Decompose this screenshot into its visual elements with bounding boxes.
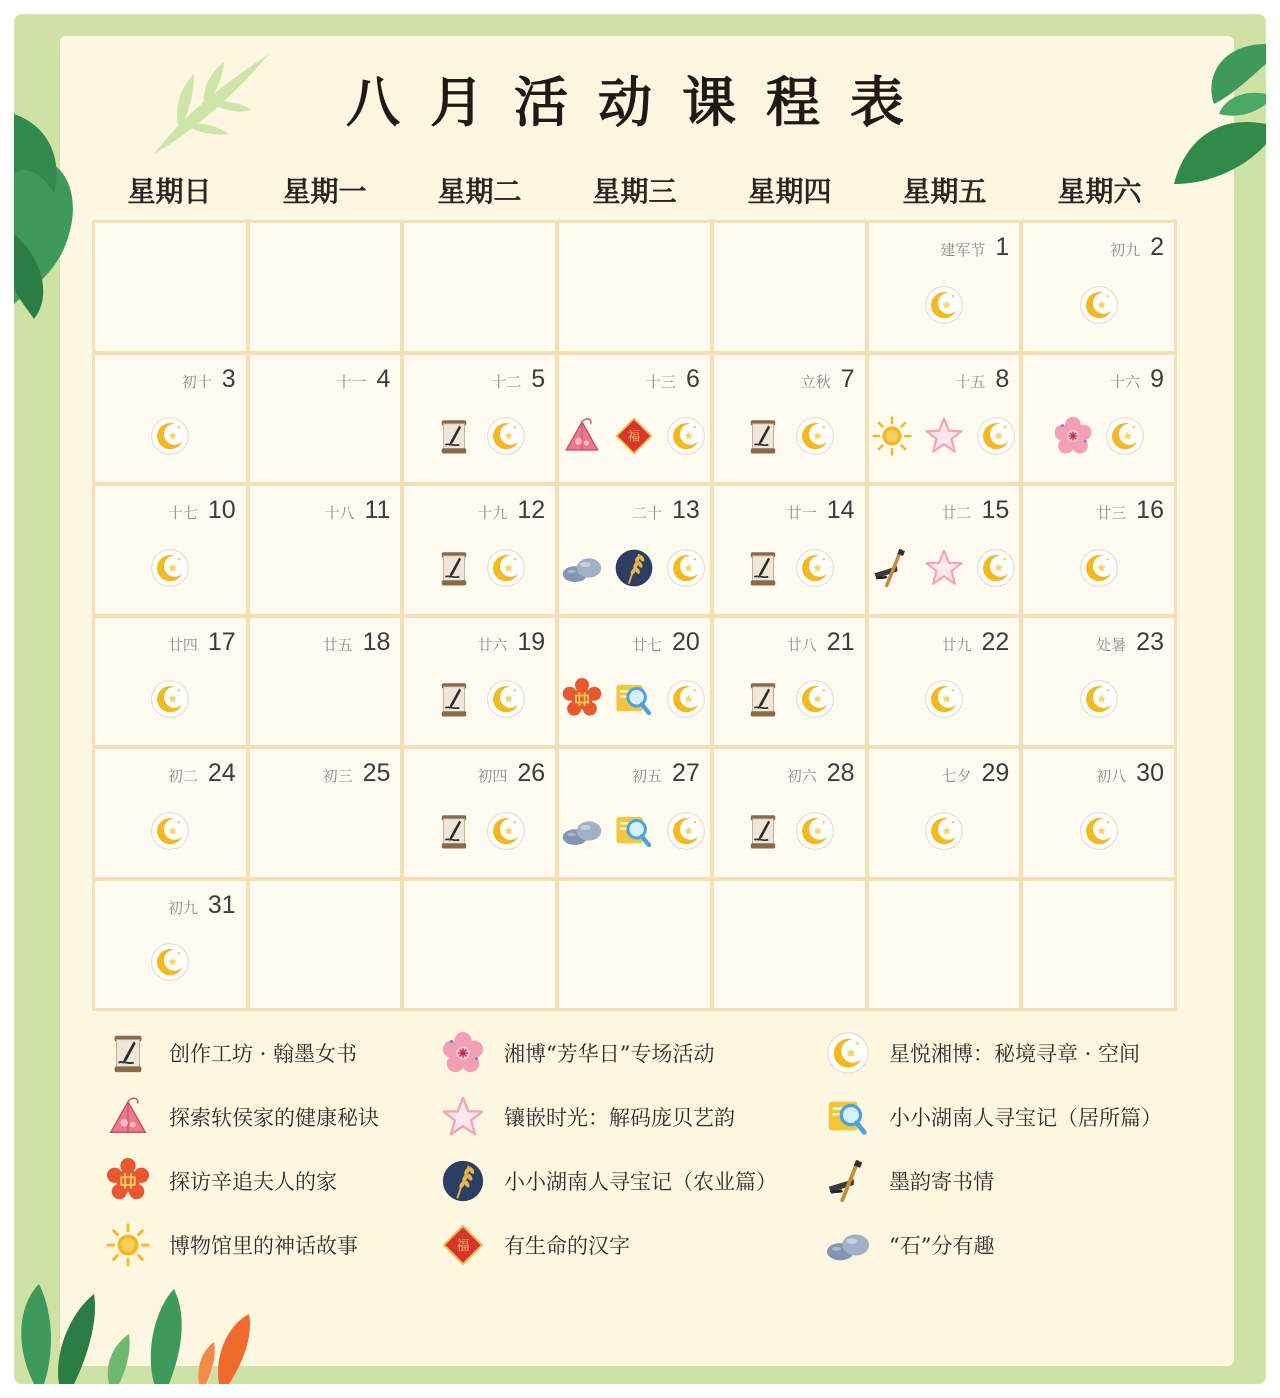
day-number: 12 (517, 496, 546, 524)
brush-icon (825, 1158, 871, 1204)
calendar-day-cell (404, 355, 555, 483)
legend-item (440, 1222, 825, 1267)
calendar-day-cell (559, 749, 710, 877)
day-header (787, 496, 855, 525)
legend-label: 探索轪侯家的健康秘诀 (169, 1105, 379, 1130)
moon-icon (794, 547, 836, 589)
moon-icon (923, 810, 965, 852)
activity-icons (714, 530, 865, 606)
day-header (337, 365, 391, 394)
moon-icon (149, 941, 191, 983)
activity-icons (404, 530, 555, 606)
lunar-date: 十八 (324, 504, 355, 522)
sun-icon (871, 415, 913, 457)
calendar-day-cell (714, 618, 865, 746)
calendar-day-cell (1023, 223, 1174, 351)
day-number: 26 (517, 759, 546, 787)
scroll-icon (742, 678, 784, 720)
day-number: 27 (672, 759, 700, 787)
day-header (632, 759, 700, 788)
day-number: 18 (362, 627, 391, 656)
moon-icon (665, 810, 707, 852)
moon-icon (149, 547, 191, 589)
svg-text:福: 福 (456, 1238, 470, 1254)
day-number: 16 (1136, 496, 1164, 524)
calendar-day-cell (869, 223, 1020, 351)
moon-icon (1104, 415, 1146, 457)
activity-icons (95, 925, 246, 1001)
moon-icon (485, 810, 527, 852)
moon-icon (1078, 810, 1120, 852)
lunar-date: 初十 (181, 372, 212, 391)
day-number: 30 (1136, 759, 1164, 787)
calendar-day-cell (1023, 355, 1174, 483)
activity-icons (95, 530, 246, 606)
fu-icon (440, 1222, 486, 1268)
activity-icons (714, 793, 865, 869)
weekday-label: 星期一 (282, 175, 367, 208)
activity-icons (559, 662, 710, 738)
activity-icons (559, 793, 710, 869)
lunar-date: 初二 (167, 767, 198, 785)
day-header (787, 628, 855, 657)
day-header (1110, 365, 1164, 394)
day-number: 10 (207, 496, 236, 524)
weekday-label: 星期日 (127, 175, 212, 208)
legend-item (105, 1222, 440, 1267)
lunar-date: 处暑 (1096, 635, 1127, 654)
moon-icon (485, 415, 527, 457)
moon-icon (665, 678, 707, 720)
calendar-day-cell (250, 749, 401, 877)
legend-label: 博物馆里的神话故事 (169, 1233, 358, 1258)
calendar-day-cell (559, 618, 710, 746)
day-number: 17 (207, 627, 236, 656)
lunar-date: 初八 (1096, 767, 1127, 785)
lunar-date: 二十 (632, 504, 663, 522)
activity-icons (714, 662, 865, 738)
legend-item (825, 1094, 1195, 1139)
day-header (182, 365, 236, 394)
lunar-date: 十五 (955, 372, 986, 391)
scroll-icon (433, 415, 475, 457)
activity-icons (869, 399, 1020, 475)
activity-icons (1023, 267, 1174, 343)
star-icon (440, 1094, 486, 1140)
activity-icons (404, 662, 555, 738)
day-header (1096, 496, 1164, 525)
day-number: 29 (981, 759, 1010, 787)
calendar-empty-cell (714, 881, 865, 1009)
calendar-empty-cell (1023, 881, 1174, 1009)
activity-icons (869, 793, 1020, 869)
activity-legend (105, 1030, 1195, 1267)
day-header (477, 759, 545, 788)
legend-item (440, 1094, 825, 1139)
day-header (646, 365, 700, 394)
weekday-label: 星期二 (437, 175, 522, 208)
moon-icon (975, 547, 1017, 589)
legend-item (105, 1094, 440, 1139)
legend-label: 探访辛追夫人的家 (169, 1169, 337, 1194)
moon-icon (1078, 547, 1120, 589)
day-number: 5 (531, 364, 546, 393)
calendar-day-cell (95, 749, 246, 877)
day-header (477, 628, 545, 657)
weekday-label: 星期三 (592, 175, 677, 208)
calendar-day-cell (95, 881, 246, 1009)
moon-icon (923, 678, 965, 720)
calendar-day-cell (714, 486, 865, 614)
day-header (168, 628, 236, 657)
moon-icon (794, 415, 836, 457)
moon-icon (485, 547, 527, 589)
knot-icon (561, 678, 603, 720)
flower-icon (440, 1030, 486, 1076)
moon-icon (665, 547, 707, 589)
day-number: 15 (981, 496, 1010, 524)
star-icon (923, 415, 965, 457)
calendar-day-cell (95, 486, 246, 614)
calendar-empty-cell (404, 881, 555, 1009)
calendar-day-cell (869, 749, 1020, 877)
wheat-icon (613, 547, 655, 589)
calendar-empty-cell (559, 223, 710, 351)
wheat-icon (440, 1158, 486, 1204)
calendar-empty-cell (404, 223, 555, 351)
moon-icon (923, 284, 965, 326)
moon-icon (1078, 678, 1120, 720)
activity-icons (95, 793, 246, 869)
activity-icons (559, 530, 710, 606)
sun-icon (105, 1222, 151, 1268)
leaf-decoration-topleft (14, 104, 94, 324)
activity-icons (1023, 399, 1174, 475)
moon-icon (794, 678, 836, 720)
leaf-decoration-bottomleft (14, 1264, 264, 1384)
calendar-day-cell (250, 618, 401, 746)
calendar-day-cell (714, 355, 865, 483)
svg-text:福: 福 (628, 429, 641, 444)
calendar-day-cell (559, 355, 710, 483)
weekday-label: 星期六 (1057, 175, 1142, 208)
moon-icon (975, 415, 1017, 457)
lunar-date: 初四 (477, 767, 508, 785)
day-header (1096, 759, 1164, 788)
day-number: 21 (826, 627, 855, 656)
day-header (323, 759, 391, 788)
moon-icon (149, 415, 191, 457)
day-header (1096, 628, 1164, 657)
scroll-icon (742, 415, 784, 457)
day-number: 23 (1136, 627, 1164, 656)
calendar-day-cell (250, 355, 401, 483)
lunar-date: 廿六 (477, 635, 508, 654)
calendar-day-cell (250, 486, 401, 614)
day-number: 20 (672, 627, 700, 656)
moon-icon (1078, 284, 1120, 326)
moon-icon (665, 415, 707, 457)
weekday-label: 星期四 (747, 175, 832, 208)
day-header (168, 496, 236, 525)
day-header (1110, 233, 1164, 262)
calendar-day-cell (869, 355, 1020, 483)
stones-icon (561, 547, 603, 589)
calendar-empty-cell (714, 223, 865, 351)
day-number: 7 (840, 364, 855, 393)
activity-icons (404, 793, 555, 869)
brush-icon (871, 547, 913, 589)
moon-icon (149, 810, 191, 852)
activity-icons (1023, 793, 1174, 869)
lunar-date: 十一 (336, 372, 367, 391)
weekday-header (92, 170, 1177, 210)
day-header (323, 628, 391, 657)
legend-label: 创作工坊 · 翰墨女书 (169, 1041, 358, 1066)
legend-item (105, 1158, 440, 1203)
stones-icon (561, 810, 603, 852)
day-header (941, 496, 1009, 525)
calendar-day-cell (95, 618, 246, 746)
calendar-day-cell (1023, 749, 1174, 877)
day-header (801, 365, 855, 394)
scroll-icon (742, 547, 784, 589)
scroll-icon (105, 1030, 151, 1076)
lunar-date: 廿四 (167, 635, 198, 654)
day-header (168, 891, 236, 920)
lunar-date: 七夕 (941, 767, 972, 785)
activity-icons (869, 662, 1020, 738)
activity-icons (869, 530, 1020, 606)
calendar-day-cell (1023, 486, 1174, 614)
activity-icons (1023, 530, 1174, 606)
legend-item (440, 1030, 825, 1075)
lunar-date: 十六 (1110, 372, 1141, 391)
lunar-date: 十七 (167, 504, 198, 522)
day-number: 2 (1150, 233, 1164, 261)
lunar-date: 廿一 (786, 504, 817, 522)
lunar-date: 十九 (477, 504, 508, 522)
calendar-day-cell (404, 618, 555, 746)
day-number: 24 (207, 759, 236, 787)
day-number: 13 (672, 496, 700, 524)
magnifier-icon (825, 1094, 871, 1140)
flower-icon (1052, 415, 1094, 457)
scroll-icon (433, 547, 475, 589)
day-number: 3 (221, 364, 236, 393)
legend-label: “石”分有趣 (889, 1233, 995, 1258)
day-header (491, 365, 545, 394)
day-header (324, 496, 390, 525)
legend-item (105, 1030, 440, 1075)
moon-icon (794, 810, 836, 852)
calendar-day-cell (95, 355, 246, 483)
activity-icons (250, 793, 401, 869)
weekday-label: 星期五 (902, 175, 987, 208)
scroll-icon (742, 810, 784, 852)
day-number: 9 (1150, 364, 1164, 393)
calendar-day-cell (869, 618, 1020, 746)
day-number: 1 (995, 233, 1010, 261)
moon-icon (825, 1030, 871, 1076)
activity-icons (869, 267, 1020, 343)
day-header (941, 759, 1009, 788)
lunar-date: 初三 (322, 767, 353, 785)
calendar-day-cell (714, 749, 865, 877)
day-number: 6 (685, 364, 700, 393)
calendar-empty-cell (250, 881, 401, 1009)
activity-icons (404, 399, 555, 475)
lunar-date: 初五 (632, 767, 663, 785)
day-header (940, 233, 1009, 262)
calendar-day-cell (869, 486, 1020, 614)
lunar-date: 廿三 (1096, 504, 1127, 522)
legend-item (825, 1030, 1195, 1075)
magnifier-icon (613, 678, 655, 720)
lunar-date: 初九 (1110, 241, 1141, 259)
legend-label: 有生命的汉字 (504, 1233, 630, 1258)
calendar-day-cell (559, 486, 710, 614)
calendar-empty-cell (559, 881, 710, 1009)
day-number: 4 (376, 364, 391, 393)
day-header (941, 628, 1009, 657)
calendar-empty-cell (95, 223, 246, 351)
sachet-icon (105, 1094, 151, 1140)
day-number: 8 (995, 364, 1010, 393)
legend-item (825, 1222, 1195, 1267)
calendar-empty-cell (869, 881, 1020, 1009)
star-icon (923, 547, 965, 589)
moon-icon (485, 678, 527, 720)
lunar-date: 初九 (167, 898, 198, 917)
day-header (632, 628, 700, 657)
knot-icon (105, 1158, 151, 1204)
legend-label: 小小湖南人寻宝记（居所篇） (889, 1105, 1162, 1130)
day-number: 28 (826, 759, 855, 787)
legend-item (440, 1158, 825, 1203)
lunar-date: 廿五 (322, 635, 353, 654)
legend-label: 湘博“芳华日”专场活动 (504, 1041, 715, 1066)
activity-icons (250, 530, 401, 606)
stones-icon (825, 1222, 871, 1268)
activity-icons (95, 399, 246, 475)
legend-label: 镶嵌时光：解码庞贝艺韵 (504, 1105, 735, 1130)
calendar-day-cell (404, 749, 555, 877)
lunar-date: 廿七 (632, 635, 663, 654)
calendar-day-cell (404, 486, 555, 614)
lunar-date: 十二 (491, 372, 522, 391)
scroll-icon (433, 810, 475, 852)
lunar-date: 十三 (645, 372, 676, 391)
activity-icons (1023, 662, 1174, 738)
day-header (632, 496, 700, 525)
day-number: 11 (364, 496, 391, 524)
calendar-grid (92, 220, 1177, 1011)
magnifier-icon (613, 810, 655, 852)
legend-label: 墨韵寄书情 (889, 1169, 994, 1194)
legend-label: 星悦湘博：秘境寻章 · 空间 (889, 1041, 1141, 1066)
legend-item (825, 1158, 1195, 1203)
day-header (787, 759, 855, 788)
activity-icons (95, 662, 246, 738)
moon-icon (149, 678, 191, 720)
day-header (168, 759, 236, 788)
page-title: 八月活动课程表 (346, 70, 934, 134)
day-number: 31 (207, 890, 236, 919)
lunar-date: 初六 (786, 767, 817, 785)
day-number: 25 (362, 759, 391, 787)
activity-icons (250, 662, 401, 738)
activity-icons (559, 399, 710, 475)
day-header (477, 496, 545, 525)
day-number: 19 (517, 627, 546, 656)
lunar-date: 立秋 (800, 372, 831, 391)
activity-icons (714, 399, 865, 475)
legend-label: 小小湖南人寻宝记（农业篇） (504, 1169, 777, 1194)
scroll-icon (433, 678, 475, 720)
day-number: 14 (826, 496, 855, 524)
lunar-date: 廿九 (941, 635, 972, 654)
day-number: 22 (981, 627, 1010, 656)
calendar-day-cell (1023, 618, 1174, 746)
activity-icons (250, 399, 401, 475)
sachet-icon (561, 415, 603, 457)
lunar-date: 廿二 (941, 504, 972, 522)
calendar-empty-cell (250, 223, 401, 351)
day-header (955, 365, 1009, 394)
lunar-date: 廿八 (786, 635, 817, 654)
fu-icon (613, 415, 655, 457)
lunar-date: 建军节 (940, 241, 986, 259)
